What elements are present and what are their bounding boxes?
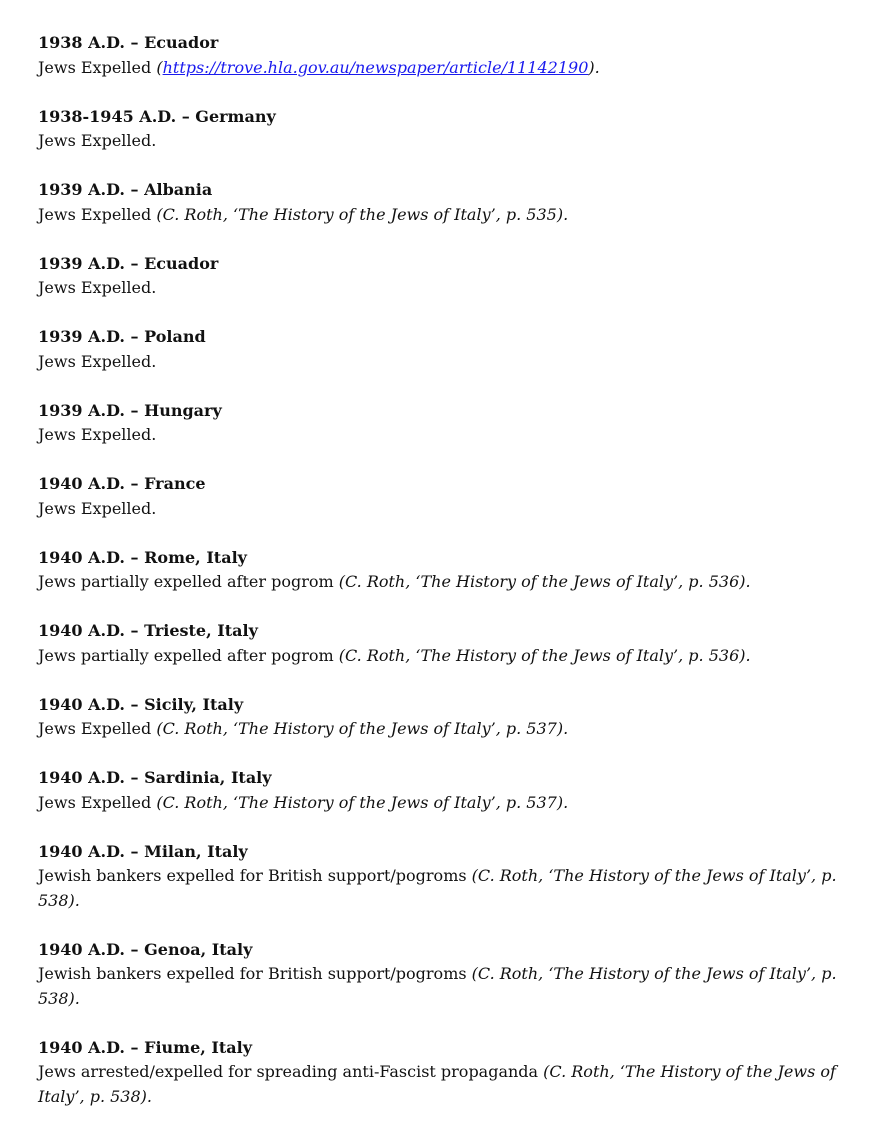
entry-heading: 1939 A.D. – Poland bbox=[38, 327, 206, 346]
entry-text bbox=[38, 644, 838, 669]
entry-description: Jews Expelled bbox=[38, 792, 157, 812]
entry bbox=[38, 938, 838, 1012]
entry-heading: 1939 A.D. – Albania bbox=[38, 180, 213, 199]
citation: (C. Roth, ‘The History of the Jews of Italy’, p. 536). bbox=[338, 572, 751, 591]
citation: (C. Roth, ‘The History of the Jews of Italy’, p. 537). bbox=[156, 719, 569, 738]
entry bbox=[38, 546, 838, 595]
entry-description: Jews Expelled. bbox=[38, 351, 157, 371]
entry-heading: 1940 A.D. – Genoa, Italy bbox=[38, 939, 253, 959]
entry-description: Jews Expelled bbox=[38, 57, 157, 77]
entry-text bbox=[38, 129, 838, 154]
entry-heading: 1940 A.D. – Sicily, Italy bbox=[38, 694, 244, 714]
entry bbox=[38, 31, 838, 80]
entry-description: Jews arrested/expelled for spreading anti-Fascist propaganda bbox=[38, 1062, 544, 1081]
entry-text bbox=[38, 350, 838, 375]
entry-heading: 1940 A.D. – Trieste, Italy bbox=[38, 621, 258, 640]
entry-text bbox=[38, 1060, 838, 1109]
entry-heading: 1939 A.D. – Ecuador bbox=[38, 253, 219, 273]
entry-description: Jewish bankers expelled for British support/pogroms bbox=[38, 866, 472, 885]
citation: (C. Roth, ‘The History of the Jews of Italy’, p. 536). bbox=[338, 645, 751, 665]
entry bbox=[38, 840, 838, 914]
citation: (C. Roth, ‘The History of the Jews of Italy’, p. 535). bbox=[156, 204, 569, 224]
entry bbox=[38, 105, 838, 154]
entry bbox=[38, 325, 838, 374]
entry bbox=[38, 252, 838, 301]
document-body bbox=[38, 31, 838, 1134]
entry bbox=[38, 693, 838, 742]
entry-text bbox=[38, 864, 838, 913]
entry-description: Jews partially expelled after pogrom bbox=[38, 645, 339, 665]
entry-heading: 1940 A.D. – Rome, Italy bbox=[38, 547, 247, 567]
entry-text bbox=[38, 497, 838, 522]
entry-heading: 1938-1945 A.D. – Germany bbox=[38, 106, 276, 126]
citation: (C. Roth, ‘The History of the Jews of Italy’, p. 538). bbox=[38, 866, 837, 910]
entry-description: Jews Expelled. bbox=[38, 278, 157, 297]
source-link[interactable]: https://trove.hla.gov.au/newspaper/article/11142190 bbox=[162, 57, 589, 77]
entry bbox=[38, 619, 838, 668]
entry-text bbox=[38, 791, 838, 816]
entry bbox=[38, 1036, 838, 1110]
entry-heading: 1939 A.D. – Hungary bbox=[38, 400, 222, 420]
entry-text bbox=[38, 203, 838, 228]
entry-description: Jewish bankers expelled for British support/pogroms bbox=[38, 964, 472, 983]
entry-description: Jews Expelled. bbox=[38, 425, 157, 444]
entry-text bbox=[38, 276, 838, 301]
entry-description: Jews Expelled bbox=[38, 719, 157, 738]
entry-description: Jews Expelled. bbox=[38, 498, 157, 518]
entry-heading: 1940 A.D. – Fiume, Italy bbox=[38, 1037, 253, 1057]
entry-description: Jews Expelled bbox=[38, 204, 157, 224]
entry-heading: 1940 A.D. – Milan, Italy bbox=[38, 841, 248, 861]
citation: (C. Roth, ‘The History of the Jews of Italy’, p. 538). bbox=[38, 1062, 836, 1106]
entry-heading: 1938 A.D. – Ecuador bbox=[38, 33, 219, 52]
entry-heading: 1940 A.D. – France bbox=[38, 474, 206, 493]
entry-heading: 1940 A.D. – Sardinia, Italy bbox=[38, 768, 272, 787]
entry bbox=[38, 399, 838, 448]
entry-text bbox=[38, 570, 838, 595]
citation: (C. Roth, ‘The History of the Jews of Italy’, p. 537). bbox=[156, 792, 569, 812]
citation: (C. Roth, ‘The History of the Jews of Italy’, p. 538). bbox=[38, 964, 837, 1008]
entry-text bbox=[38, 717, 838, 742]
entry-text bbox=[38, 423, 838, 448]
citation-close: ). bbox=[588, 57, 600, 77]
citation-open: ( bbox=[156, 57, 163, 77]
entry bbox=[38, 472, 838, 521]
entry-description: Jews partially expelled after pogrom bbox=[38, 572, 339, 591]
entry bbox=[38, 178, 838, 227]
entry-description: Jews Expelled. bbox=[38, 131, 157, 150]
entry bbox=[38, 766, 838, 815]
entry-text bbox=[38, 962, 838, 1011]
entry-text bbox=[38, 56, 838, 81]
